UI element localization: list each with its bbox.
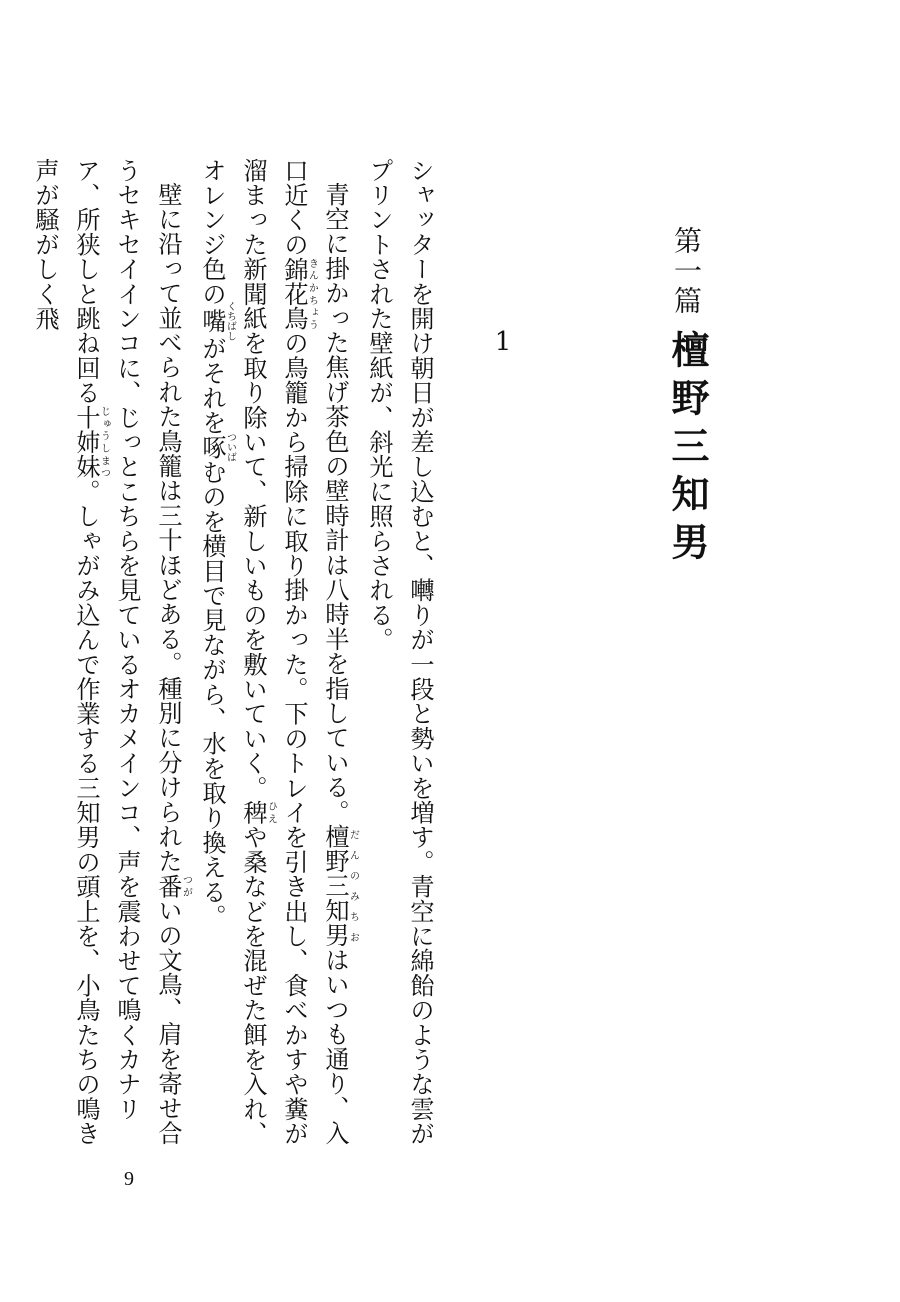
ruby-kuchibashi: 嘴くちばし bbox=[198, 301, 236, 342]
ruby-dannomichio: 檀野三知男だんのみちお bbox=[321, 824, 359, 948]
text-run: はいつも通り、入口近くの bbox=[280, 158, 349, 1146]
text-run: むのを横目で見ながら、水を取り換える。 bbox=[198, 459, 226, 930]
ruby-tsuga: 番つが bbox=[154, 873, 192, 899]
text-run: の鳥籠から掃除に取り掛かった。下のトレイを引き出し、食べかすや糞が溜まった新聞紙を取り除いて、新しいものを敷いていく。 bbox=[239, 158, 308, 1147]
part-title: 第一篇 bbox=[670, 226, 703, 316]
text-run: 壁に沿って並べられた鳥籠は三十ほどある。種別に分けられた bbox=[154, 182, 182, 874]
text-run: がそれを bbox=[198, 336, 226, 435]
text-run: いの文鳥、肩を寄せ合うセキセイインコに、じっとこちらを見ているオカメインコ、声を震わせて鳴くカナリア、所狭しと跳ね回る bbox=[72, 158, 182, 1146]
ruby-juushimatsu: 十姉妹じゅうしまつ bbox=[72, 405, 110, 480]
ruby-tsuiba: 啄ついば bbox=[198, 432, 236, 463]
text-run: 。しゃがみ込んで作業する三知男の頭上を、小鳥たちの鳴き声が騒がしく飛 bbox=[31, 158, 100, 1147]
text-run: 青空に掛かった焦げ茶色の壁時計は八時半を指している。 bbox=[321, 182, 349, 825]
paragraph-2 bbox=[191, 158, 358, 1148]
body-text bbox=[24, 158, 440, 1148]
page-number: 9 bbox=[124, 1168, 134, 1190]
paragraph-3 bbox=[24, 158, 191, 1148]
chapter-title: 檀野三知男 bbox=[665, 330, 710, 570]
section-number: 1 bbox=[488, 327, 518, 357]
text-run: や桑などを混ぜた餌を入れ、オレンジ色の bbox=[198, 158, 267, 1147]
ruby-hie: 稗ひえ bbox=[239, 800, 277, 825]
ruby-kinkachou: 錦花鳥きんかちょう bbox=[280, 256, 318, 331]
paragraph-1: シャッターを開け朝日が差し込むと、囀りが一段と勢いを増す。青空に綿飴のような雲がプリントされた壁紙が、斜光に照らされる。 bbox=[365, 158, 434, 1146]
